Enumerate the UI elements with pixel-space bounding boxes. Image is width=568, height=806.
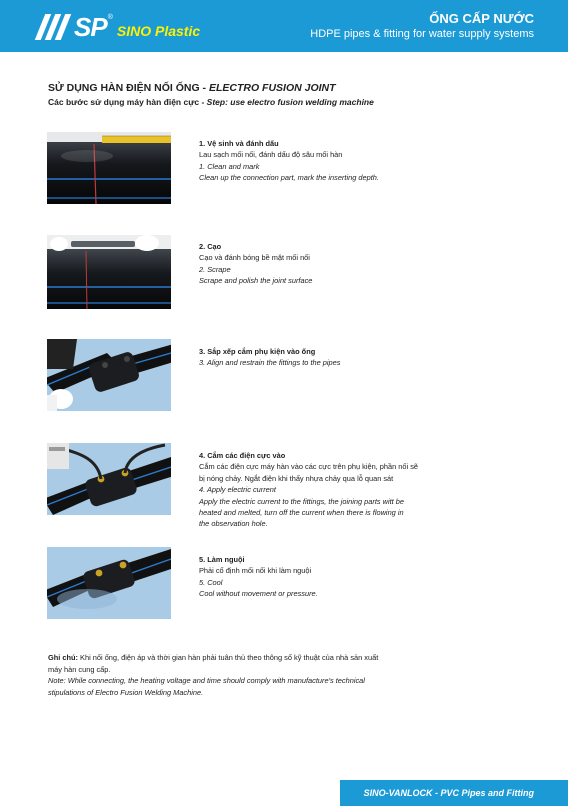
step-5-en-line-1: 5. Cool <box>199 577 223 587</box>
header-subtitle: HDPE pipes & fitting for water supply systems <box>310 28 534 40</box>
step-3-title: 3. Sắp xếp cắm phụ kiện vào ống <box>199 347 316 356</box>
step-4-en-line-4: the observation hole. <box>199 519 268 529</box>
step-1-en-line-1: 1. Clean and mark <box>199 161 260 171</box>
step-5-vn-line-1: Phải cố định mối nối khi làm nguội <box>199 566 312 576</box>
step-5-title: 5. Làm nguội <box>199 555 245 564</box>
page-title <box>48 82 336 94</box>
note-vn-line-1 <box>48 652 428 664</box>
sino-plastic-logo <box>36 10 200 44</box>
step-2-vn-line-1: Cạo và đánh bóng bề mặt mối nối <box>199 253 310 263</box>
step-4-en-line-2: Apply the electric current to the fittings, the joining parts witt be <box>199 496 404 506</box>
step-5-text <box>199 554 449 600</box>
page-subtitle-en: Step: use electro fusion welding machine <box>206 97 374 107</box>
step-1-en-line-2: Clean up the connection part, mark the inserting depth. <box>199 173 379 183</box>
header-bar <box>0 0 568 52</box>
step-4-en-line-3: heated and melted, turn off the current when there is flowing in <box>199 508 404 518</box>
step-4-vn-line-1: Cắm các điện cực máy hàn vào các cực trên phụ kiện, phần nối sẽ <box>199 462 418 472</box>
step-3-photo <box>47 339 171 411</box>
page-title-vn: SỬ DỤNG HÀN ĐIỆN NỐI ỐNG - <box>48 82 209 94</box>
step-3-text <box>199 346 449 369</box>
step-5-en-line-2: Cool without movement or pressure. <box>199 589 318 599</box>
step-4-en-line-1: 4. Apply electric current <box>199 485 276 495</box>
step-4-title: 4. Cắm các điện cực vào <box>199 451 286 460</box>
logo-slashes-icon <box>36 14 74 40</box>
footer-text: SINO-VANLOCK - PVC Pipes and Fitting <box>363 788 534 798</box>
page-subtitle <box>48 97 374 107</box>
logo-mark: SP <box>74 11 107 42</box>
step-4-photo <box>47 443 171 515</box>
page-title-en: ELECTRO FUSION JOINT <box>208 82 336 94</box>
step-1-vn-line-1: Lau sạch mối nối, đánh dấu độ sâu mối hàn <box>199 150 343 160</box>
step-3-en-line-1: 3. Align and restrain the fittings to the pipes <box>199 358 341 368</box>
step-2-en-line-1: 2. Scrape <box>199 264 231 274</box>
step-2-text <box>199 241 449 287</box>
step-4-vn-line-2: bị nóng chảy. Ngắt điện khi thấy nhựa chảy qua lỗ quan sát <box>199 473 394 483</box>
note-block <box>48 652 428 698</box>
step-4-text <box>199 450 449 530</box>
header-title: ỐNG CẤP NƯỚC <box>429 11 534 26</box>
step-1-title: 1. Vệ sinh và đánh dấu <box>199 139 279 148</box>
step-2-en-line-2: Scrape and polish the joint surface <box>199 276 313 286</box>
step-2-photo <box>47 235 171 309</box>
step-1-text <box>199 138 449 184</box>
note-vn-line-2: máy hàn cung cấp. <box>48 664 111 674</box>
footer-bar <box>340 780 568 806</box>
step-5-photo <box>47 547 171 619</box>
step-2-title: 2. Cạo <box>199 242 222 251</box>
note-en-line-2: stipulations of Electro Fusion Welding Machine. <box>48 687 204 697</box>
logo-name: SINO Plastic <box>116 23 201 39</box>
note-vn-text-1: Khi nối ống, điện áp và thời gian hàn phải tuân thủ theo thông số kỹ thuật của nhà sản xuất <box>77 653 379 662</box>
step-1-photo <box>47 132 171 204</box>
note-en-line-1: Note: While connecting, the heating voltage and time should comply with manufacture's technical <box>48 676 365 686</box>
page-subtitle-vn: Các bước sử dụng máy hàn điện cực - <box>48 97 207 107</box>
note-label: Ghi chú: <box>48 653 78 662</box>
logo-registered-mark: ® <box>107 13 113 21</box>
